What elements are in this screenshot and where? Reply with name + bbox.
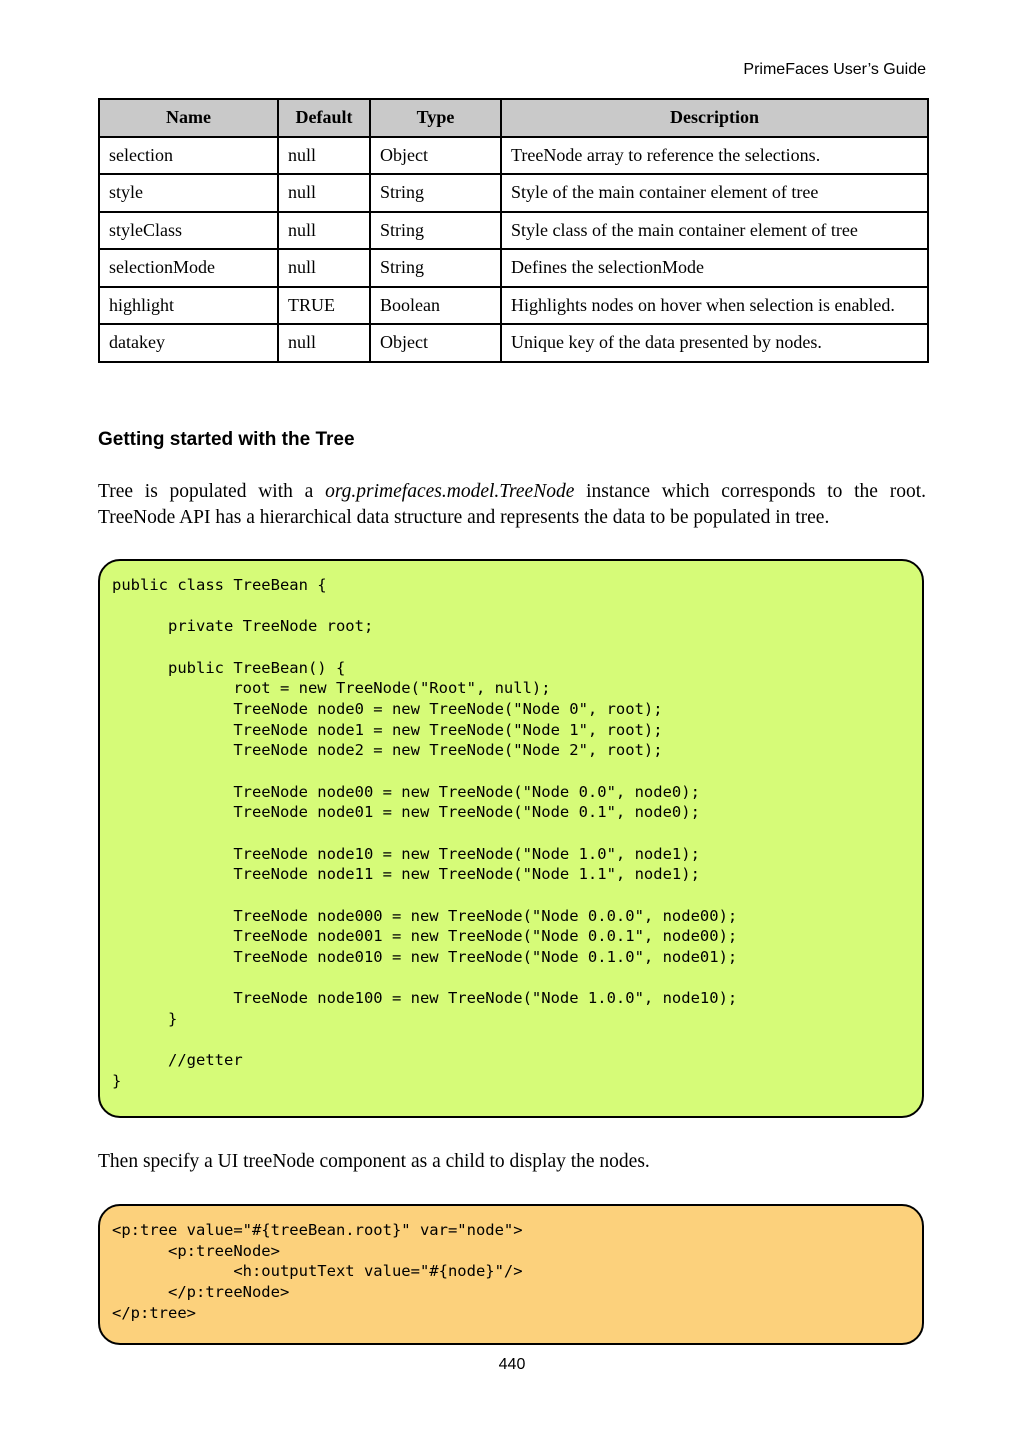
cell-name: styleClass (99, 212, 278, 250)
cell-type: String (370, 174, 501, 212)
section-heading: Getting started with the Tree (98, 429, 355, 450)
table-row (99, 174, 928, 212)
table-row (99, 324, 928, 362)
cell-description: Style of the main container element of tree (501, 174, 928, 212)
cell-type: Boolean (370, 287, 501, 325)
running-header: PrimeFaces User’s Guide (743, 61, 926, 78)
cell-name: style (99, 174, 278, 212)
java-code-text: public class TreeBean { private TreeNode root; public TreeBean() { root = new TreeNode("Root", null); TreeNode node0 = new TreeNode("Node 0", root); TreeNode node1 = new TreeNode("Node 1", root); TreeNode node2 = new TreeNode("Node 2", root); TreeNode node00 = new TreeNode("Node 0.0", node0); TreeNode node01 = new TreeNode("Node 0.1", node0); TreeNode node10 = new TreeNode("Node 1.0", node1); TreeNode node11 = new TreeNode("Node 1.1", node1); TreeNode node000 = new TreeNode("Node 0.0.0", node00); TreeNode node001 = new TreeNode("Node 0.0.1", node00); TreeNode node010 = new TreeNode("Node 0.1.0", node01); TreeNode node100 = new TreeNode("Node 1.0.0", node10); } //getter } (112, 576, 738, 1090)
cell-default: TRUE (278, 287, 370, 325)
cell-type: String (370, 249, 501, 287)
cell-name: selectionMode (99, 249, 278, 287)
body-paragraph: Then specify a UI treeNode component as a child to display the nodes. (98, 1151, 650, 1172)
cell-name: selection (99, 137, 278, 175)
table-row (99, 249, 928, 287)
cell-description: Unique key of the data presented by nodes. (501, 324, 928, 362)
column-header-description: Description (501, 99, 928, 137)
xhtml-code-text: <p:tree value="#{treeBean.root}" var="node"> <p:treeNode> <h:outputText value="#{node}"/> </p:treeNode> </p:tree> (112, 1221, 523, 1322)
java-code-block (98, 559, 924, 1118)
page-number: 440 (498, 1356, 526, 1373)
attributes-table (98, 98, 929, 363)
cell-type: String (370, 212, 501, 250)
cell-name: datakey (99, 324, 278, 362)
intro-text-start: Tree is populated with a (98, 481, 326, 502)
column-header-name: Name (99, 99, 278, 137)
cell-name: highlight (99, 287, 278, 325)
intro-text-end: instance which corresponds to the root. TreeNode API has a hierarchical data structure and represents the data to be populated in tree. (98, 481, 926, 528)
table-row (99, 212, 928, 250)
cell-type: Object (370, 137, 501, 175)
class-name-emphasis: org.primefaces.model.TreeNode (325, 481, 575, 502)
cell-description: TreeNode array to reference the selections. (501, 137, 928, 175)
column-header-default: Default (278, 99, 370, 137)
cell-default: null (278, 324, 370, 362)
cell-type: Object (370, 324, 501, 362)
cell-description: Defines the selectionMode (501, 249, 928, 287)
cell-description: Highlights nodes on hover when selection is enabled. (501, 287, 928, 325)
table-header-row (99, 99, 928, 137)
column-header-type: Type (370, 99, 501, 137)
table-row (99, 287, 928, 325)
cell-description: Style class of the main container element of tree (501, 212, 928, 250)
xhtml-code-block (98, 1204, 924, 1345)
table-row (99, 137, 928, 175)
intro-paragraph (98, 479, 926, 531)
cell-default: null (278, 212, 370, 250)
cell-default: null (278, 174, 370, 212)
cell-default: null (278, 137, 370, 175)
cell-default: null (278, 249, 370, 287)
